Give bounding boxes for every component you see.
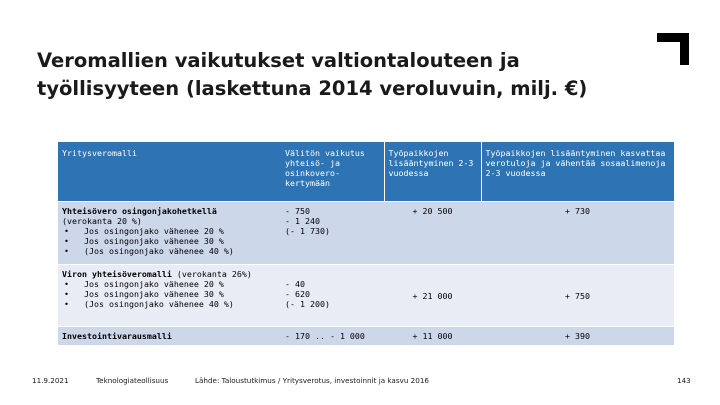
list-item: • (Jos osingonjako vähenee 40 %) [62, 246, 277, 256]
table-header-row [58, 142, 674, 202]
impact-value: (- 1 730) [285, 226, 330, 236]
list-item: • Jos osingonjako vähenee 20 % [62, 226, 277, 236]
model-subtitle: (verokanta 26%) [171, 269, 252, 279]
jobs-cell: + 20 500 [384, 202, 481, 265]
model-title: Yhteisövero osingonjakohetkellä [62, 206, 217, 216]
revenue-cell: + 730 [481, 202, 674, 265]
impact-cell [281, 202, 384, 265]
tax-model-table [58, 142, 675, 345]
jobs-cell: + 21 000 [384, 265, 481, 327]
impact-value: - 40 [285, 279, 305, 289]
page-number: 143 [677, 376, 691, 385]
list-item: • Jos osingonjako vähenee 20 % [62, 279, 277, 289]
model-cell [58, 202, 281, 265]
list-item: • Jos osingonjako vähenee 30 % [62, 289, 277, 299]
header-direct-impact: Välitön vaikutus yhteisö- ja osinkovero-kertymään [281, 142, 384, 202]
model-title: Investointivarausmalli [62, 331, 172, 341]
scenario-list [62, 226, 277, 256]
impact-value: - 1 240 [285, 216, 320, 226]
impact-cell [281, 327, 384, 346]
list-item: • (Jos osingonjako vähenee 40 %) [62, 299, 277, 309]
table-row [58, 202, 674, 265]
model-subtitle: (verokanta 20 %) [62, 216, 142, 226]
footer-source: Lähde: Taloustutkimus / Yritysverotus, investoinnit ja kasvu 2016 [195, 376, 429, 385]
jobs-cell: + 11 000 [384, 327, 481, 346]
impact-cell [281, 265, 384, 327]
header-revenue-effect: Työpaikkojen lisääntyminen kasvattaa verotuloja ja vähentää sosaalimenoja 2-3 vuodessa [481, 142, 674, 202]
impact-value: - 750 [285, 206, 310, 216]
scenario-list [62, 279, 277, 309]
model-cell [58, 265, 281, 327]
revenue-cell: + 390 [481, 327, 674, 346]
table-row [58, 265, 674, 327]
header-jobs-increase: Työpaikkojen lisääntyminen 2-3 vuodessa [384, 142, 481, 202]
impact-value: - 620 [285, 289, 310, 299]
slide-title: Veromallien vaikutukset valtiontalouteen ja työllisyyteen (laskettuna 2014 veroluvuin, milj. €) [37, 49, 588, 100]
list-item: • Jos osingonjako vähenee 30 % [62, 236, 277, 246]
footer-organization: Teknologiateollisuus [96, 376, 169, 385]
revenue-cell: + 750 [481, 265, 674, 327]
impact-value: (- 1 200) [285, 299, 330, 309]
model-cell [58, 327, 281, 346]
table-row [58, 327, 674, 346]
footer-date: 11.9.2021 [32, 376, 69, 385]
brand-corner-mark-vertical [680, 33, 689, 65]
header-tax-model: Yritysveromalli [58, 142, 281, 202]
model-title: Viron yhteisöveromalli [62, 269, 172, 279]
impact-value: - 170 .. - 1 000 [285, 331, 365, 341]
